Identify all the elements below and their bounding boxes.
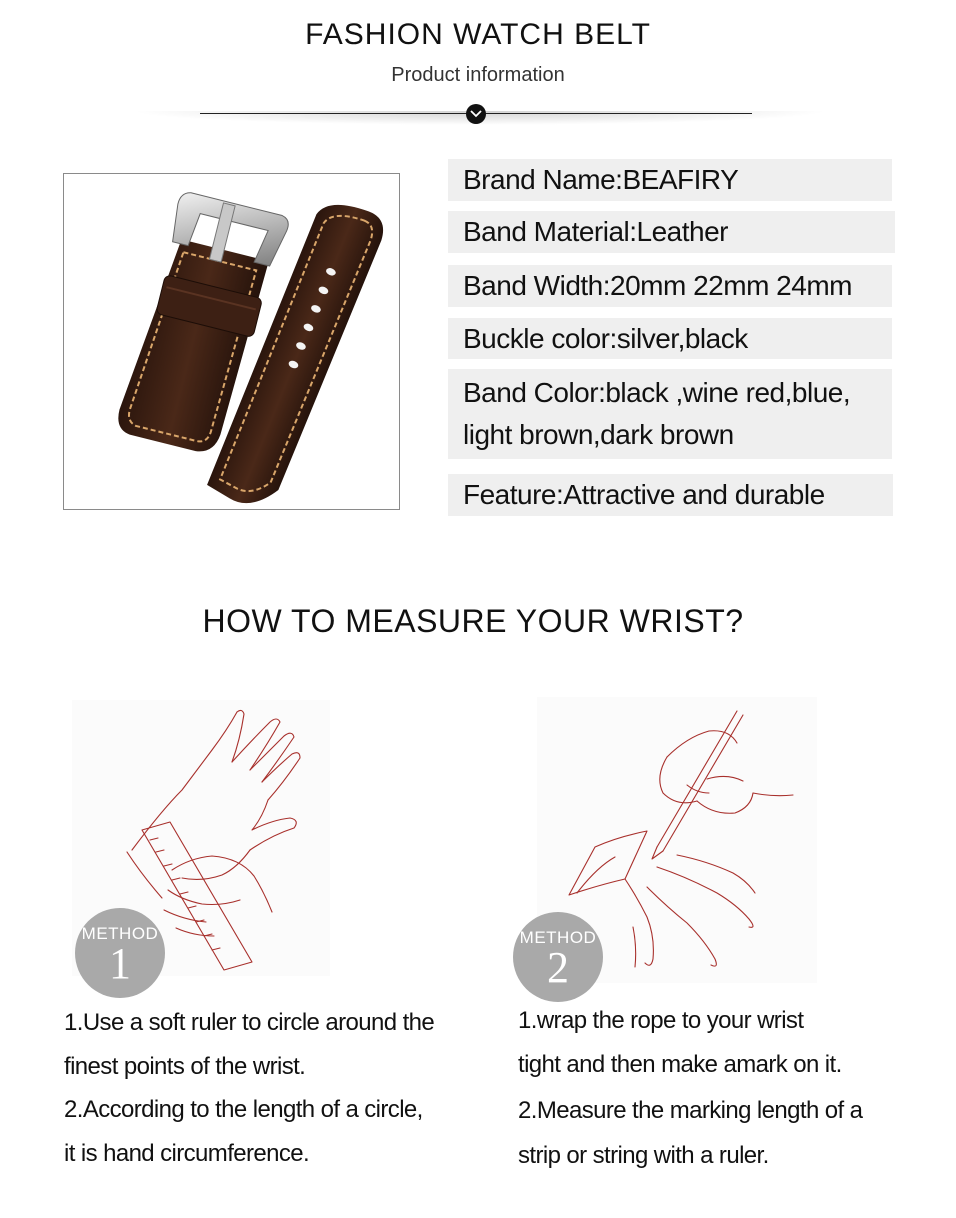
band-color-line-1: Band Color:black ,wine red,blue, [463, 377, 851, 408]
chevron-down-icon [466, 104, 486, 124]
method-1-line-3: 2.According to the length of a circle, [64, 1096, 423, 1123]
method-1-line-2: finest points of the wrist. [64, 1053, 306, 1080]
product-image [63, 173, 400, 510]
info-band-color [448, 369, 892, 459]
method-2-line-2: tight and then make amark on it. [518, 1051, 842, 1078]
band-color-line-2: light brown,dark brown [463, 419, 734, 450]
method-1-number: 1 [109, 939, 131, 988]
method-1-label: METHOD [81, 924, 159, 943]
info-buckle-color: Buckle color:silver,black [448, 318, 892, 359]
measure-section-title: HOW TO MEASURE YOUR WRIST? [202, 603, 744, 639]
method-2-line-3: 2.Measure the marking length of a [518, 1097, 863, 1124]
method-1-line-1: 1.Use a soft ruler to circle around the [64, 1009, 435, 1036]
method-2-line-1: 1.wrap the rope to your wrist [518, 1007, 804, 1034]
info-band-material: Band Material:Leather [448, 211, 895, 253]
method-2-number: 2 [547, 943, 569, 992]
page-title: FASHION WATCH BELT [305, 18, 651, 51]
info-band-width: Band Width:20mm 22mm 24mm [448, 265, 892, 307]
info-brand: Brand Name:BEAFIRY [448, 159, 892, 201]
method-2-badge [513, 912, 603, 1002]
info-feature: Feature:Attractive and durable [448, 474, 893, 516]
method-1-line-4: it is hand circumference. [64, 1140, 310, 1167]
leather-watch-strap-image [64, 174, 399, 509]
method-1-badge [75, 908, 165, 998]
page-subtitle: Product information [391, 64, 565, 86]
method-2-line-4: strip or string with a ruler. [518, 1142, 769, 1169]
method-2-label: METHOD [519, 928, 597, 947]
